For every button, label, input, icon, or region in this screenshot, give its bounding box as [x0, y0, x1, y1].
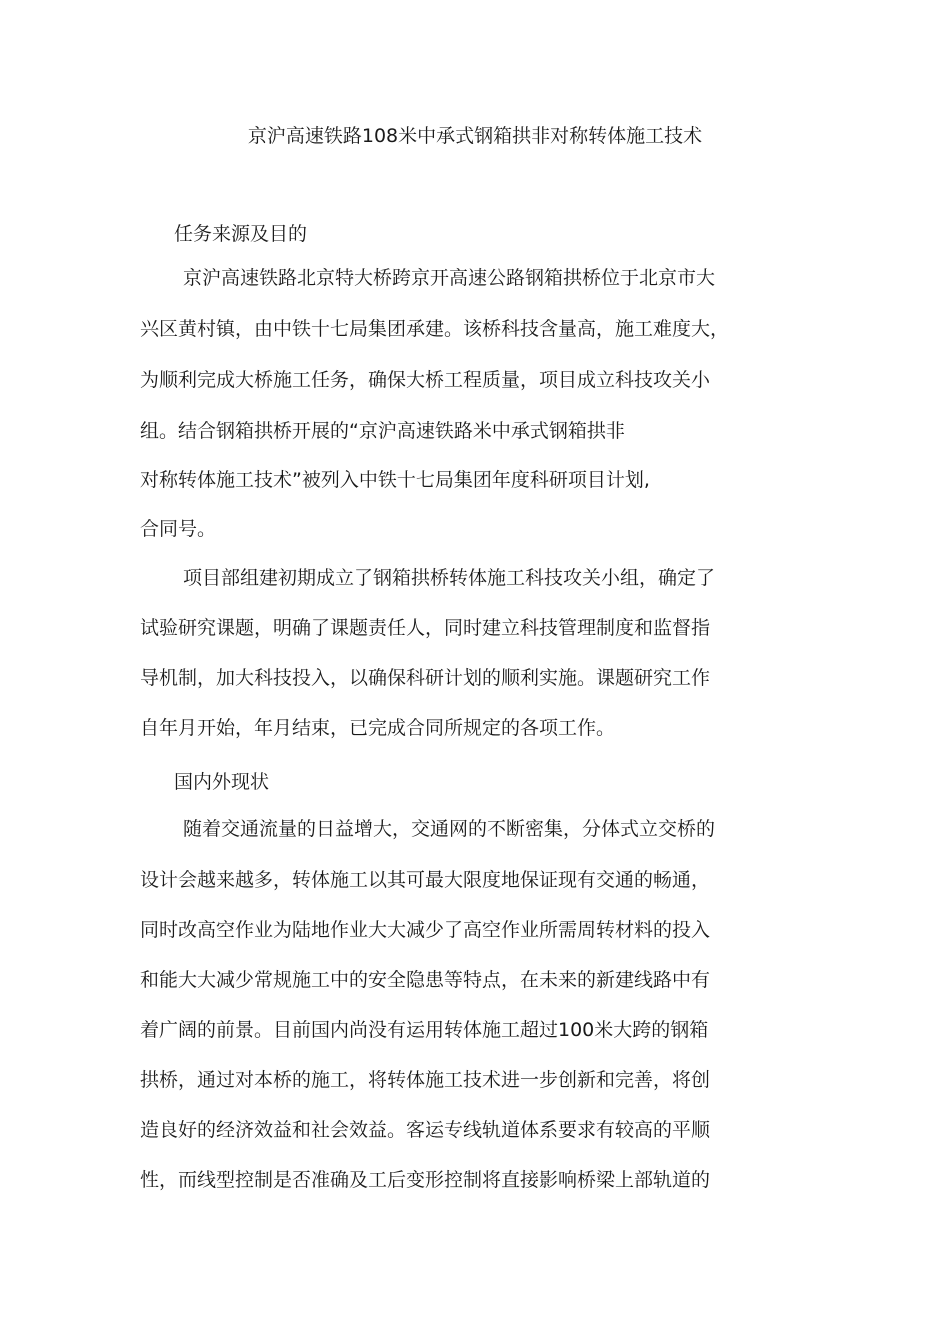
paragraph-line: 项目部组建初期成立了钢箱拱桥转体施工科技攻关小组，确定了 [183, 567, 716, 589]
paragraph-line: 拱桥，通过对本桥的施工，将转体施工技术进一步创新和完善，将创 [140, 1069, 711, 1091]
paragraph-line: 试验研究课题，明确了课题责任人，同时建立科技管理制度和监督指 [140, 617, 711, 639]
paragraph-line: 合同号。 [140, 518, 217, 540]
paragraph-line: 造良好的经济效益和社会效益。客运专线轨道体系要求有较高的平顺 [140, 1119, 711, 1141]
paragraph-line: 组。结合钢箱拱桥开展的“京沪高速铁路米中承式钢箱拱非 [140, 420, 625, 442]
paragraph-line: 导机制，加大科技投入，以确保科研计划的顺利实施。课题研究工作 [140, 667, 711, 689]
paragraph-line: 同时改高空作业为陆地作业大大减少了高空作业所需周转材料的投入 [140, 919, 711, 941]
paragraph-line: 自年月开始，年月结束，已完成合同所规定的各项工作。 [140, 717, 616, 739]
paragraph-line: 性，而线型控制是否准确及工后变形控制将直接影响桥梁上部轨道的 [140, 1169, 711, 1191]
section-heading: 国内外现状 [174, 771, 270, 793]
paragraph-line: 对称转体施工技术”被列入中铁十七局集团年度科研项目计划, [140, 469, 650, 491]
paragraph-line: 和能大大减少常规施工中的安全隐患等特点，在未来的新建线路中有 [140, 969, 711, 991]
paragraph-line: 兴区黄村镇，由中铁十七局集团承建。该桥科技含量高，施工难度大， [140, 318, 730, 340]
paragraph-line: 京沪高速铁路北京特大桥跨京开高速公路钢箱拱桥位于北京市大 [183, 267, 716, 289]
paragraph-line: 随着交通流量的日益增大，交通网的不断密集，分体式立交桥的 [183, 818, 716, 840]
section-heading: 任务来源及目的 [174, 223, 308, 245]
paragraph-line: 着广阔的前景。目前国内尚没有运用转体施工超过100米大跨的钢箱 [140, 1019, 709, 1041]
paragraph-line: 为顺利完成大桥施工任务，确保大桥工程质量，项目成立科技攻关小 [140, 369, 711, 391]
document-title: 京沪高速铁路108米中承式钢箱拱非对称转体施工技术 [247, 125, 703, 147]
paragraph-line: 设计会越来越多，转体施工以其可最大限度地保证现有交通的畅通， [140, 869, 711, 891]
